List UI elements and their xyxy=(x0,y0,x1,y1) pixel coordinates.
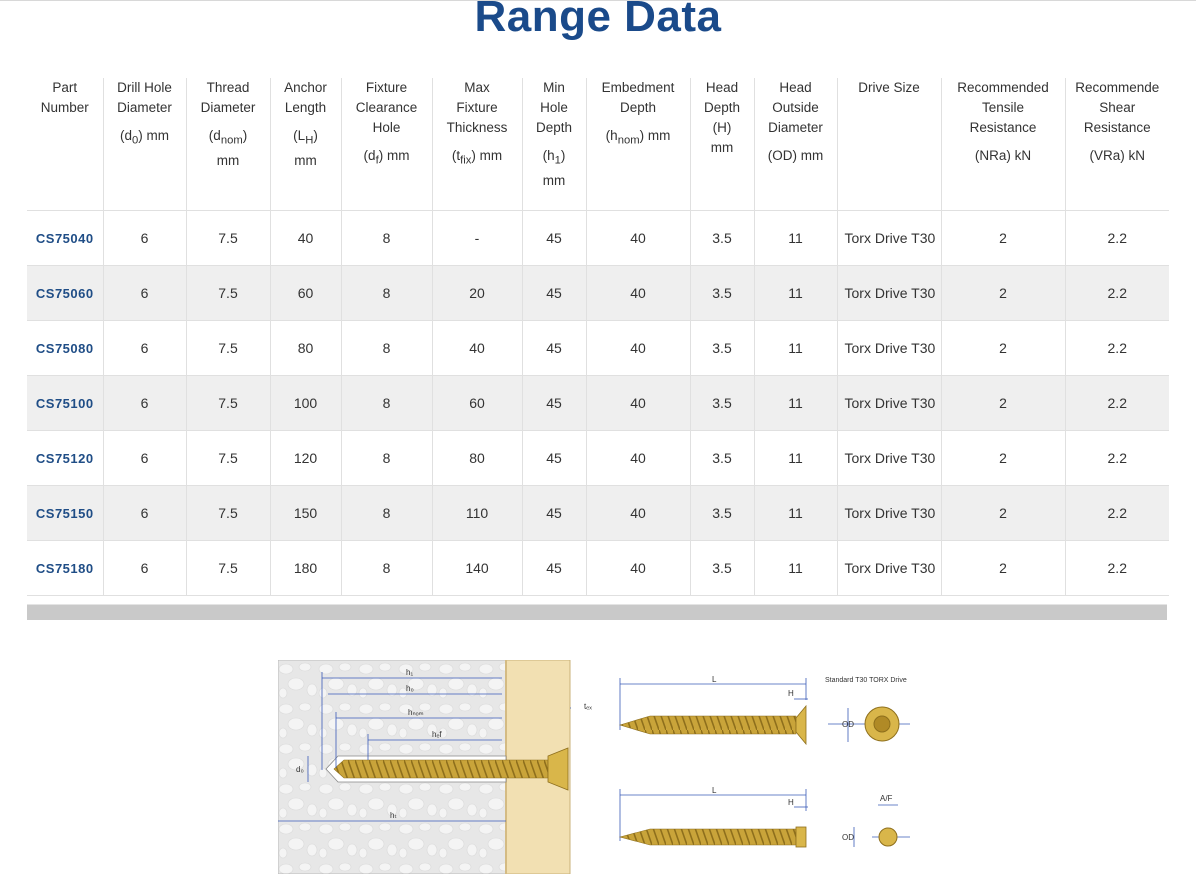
cell-head-depth: 3.5 xyxy=(690,486,754,541)
installation-diagram xyxy=(278,660,571,874)
label-od-bottom: OD xyxy=(842,833,854,842)
cell-embedment-depth: 40 xyxy=(586,321,690,376)
page-title: Range Data xyxy=(474,0,722,41)
cell-head-depth: 3.5 xyxy=(690,431,754,486)
col-header-max-fixture-thickness: Max Fixture Thickness $(t_{fix})$ mm xyxy=(432,78,522,211)
cell-embedment-depth: 40 xyxy=(586,431,690,486)
cell-head-outside-diameter: 11 xyxy=(754,321,837,376)
cell-fixture-clearance-hole: 8 xyxy=(341,376,432,431)
table-row xyxy=(27,431,1169,486)
label-head-depth-top: H xyxy=(788,689,794,698)
range-table xyxy=(27,78,1169,596)
cell-recommended-shear: 2.2 xyxy=(1065,266,1169,321)
col-header-recommended-shear: Recommende Shear Resistance (VRa) kN xyxy=(1065,78,1169,211)
cell-min-hole-depth: 45 xyxy=(522,541,586,596)
label-ht: hₜ xyxy=(390,811,397,820)
cell-thread-diameter: 7.5 xyxy=(186,376,270,431)
cell-max-fixture-thickness: 80 xyxy=(432,431,522,486)
cell-embedment-depth: 40 xyxy=(586,486,690,541)
cell-drill-hole-diameter: 6 xyxy=(103,211,186,266)
cell-part-number: CS75100 xyxy=(27,376,103,431)
label-d0: d₀ xyxy=(296,765,304,774)
cell-anchor-length: 60 xyxy=(270,266,341,321)
screw-side-view-hex xyxy=(610,785,910,855)
cell-embedment-depth: 40 xyxy=(586,266,690,321)
col-header-anchor-length: Anchor Length $(L_H)$ mm xyxy=(270,78,341,211)
cell-fixture-clearance-hole: 8 xyxy=(341,486,432,541)
cell-min-hole-depth: 45 xyxy=(522,431,586,486)
cell-anchor-length: 150 xyxy=(270,486,341,541)
label-length-top: L xyxy=(712,675,717,684)
col-header-drill-hole-diameter: Drill Hole Diameter $(d_0)$ mm xyxy=(103,78,186,211)
cell-head-depth: 3.5 xyxy=(690,211,754,266)
cell-drive-size: Torx Drive T30 xyxy=(837,486,941,541)
cell-part-number: CS75180 xyxy=(27,541,103,596)
cell-recommended-tensile: 2 xyxy=(941,321,1065,376)
label-hnom: hₙₒₘ xyxy=(408,708,424,717)
cell-recommended-tensile: 2 xyxy=(941,431,1065,486)
label-af-bottom: A/F xyxy=(880,794,893,803)
cell-recommended-shear: 2.2 xyxy=(1065,211,1169,266)
cell-max-fixture-thickness: 40 xyxy=(432,321,522,376)
cell-part-number: CS75040 xyxy=(27,211,103,266)
label-od-top: OD xyxy=(842,720,854,729)
cell-min-hole-depth: 45 xyxy=(522,321,586,376)
horizontal-scrollbar[interactable] xyxy=(27,604,1167,620)
cell-recommended-shear: 2.2 xyxy=(1065,541,1169,596)
table-row xyxy=(27,211,1169,266)
header-row xyxy=(27,78,1169,211)
cell-recommended-tensile: 2 xyxy=(941,211,1065,266)
cell-fixture-clearance-hole: 8 xyxy=(341,266,432,321)
label-length-bottom: L xyxy=(712,786,717,795)
cell-recommended-shear: 2.2 xyxy=(1065,431,1169,486)
cell-part-number: CS75080 xyxy=(27,321,103,376)
cell-min-hole-depth: 45 xyxy=(522,486,586,541)
cell-max-fixture-thickness: 110 xyxy=(432,486,522,541)
col-header-min-hole-depth: Min Hole Depth $(h_1)$ mm xyxy=(522,78,586,211)
table-row xyxy=(27,541,1169,596)
col-header-embedment-depth: Embedment Depth $(h_{nom})$ mm xyxy=(586,78,690,211)
cell-drill-hole-diameter: 6 xyxy=(103,486,186,541)
cell-recommended-shear: 2.2 xyxy=(1065,376,1169,431)
col-header-part-number: Part Number xyxy=(27,78,103,211)
table-row xyxy=(27,321,1169,376)
table-body xyxy=(27,211,1169,596)
cell-anchor-length: 40 xyxy=(270,211,341,266)
cell-recommended-tensile: 2 xyxy=(941,376,1065,431)
cell-head-outside-diameter: 11 xyxy=(754,486,837,541)
col-header-drive-size: Drive Size xyxy=(837,78,941,211)
label-tfix: tₑₓ xyxy=(584,702,592,711)
cell-drive-size: Torx Drive T30 xyxy=(837,541,941,596)
cell-thread-diameter: 7.5 xyxy=(186,486,270,541)
cell-fixture-clearance-hole: 8 xyxy=(341,211,432,266)
cell-drive-size: Torx Drive T30 xyxy=(837,376,941,431)
cell-drill-hole-diameter: 6 xyxy=(103,321,186,376)
cell-recommended-tensile: 2 xyxy=(941,541,1065,596)
cell-embedment-depth: 40 xyxy=(586,376,690,431)
cell-max-fixture-thickness: 20 xyxy=(432,266,522,321)
cell-fixture-clearance-hole: 8 xyxy=(341,431,432,486)
cell-drill-hole-diameter: 6 xyxy=(103,266,186,321)
cell-drive-size: Torx Drive T30 xyxy=(837,211,941,266)
cell-max-fixture-thickness: 60 xyxy=(432,376,522,431)
cell-drive-size: Torx Drive T30 xyxy=(837,431,941,486)
cell-drive-size: Torx Drive T30 xyxy=(837,266,941,321)
cell-anchor-length: 80 xyxy=(270,321,341,376)
cell-min-hole-depth: 45 xyxy=(522,211,586,266)
col-header-fixture-clearance-hole: Fixture Clearance Hole $(d_f)$ mm xyxy=(341,78,432,211)
cell-thread-diameter: 7.5 xyxy=(186,431,270,486)
cell-recommended-tensile: 2 xyxy=(941,486,1065,541)
label-h1: h₁ xyxy=(406,668,414,677)
col-header-head-outside-diameter: Head Outside Diameter (OD) mm xyxy=(754,78,837,211)
table-row xyxy=(27,266,1169,321)
label-head-depth-bottom: H xyxy=(788,798,794,807)
cell-head-outside-diameter: 11 xyxy=(754,211,837,266)
cell-max-fixture-thickness: 140 xyxy=(432,541,522,596)
cell-thread-diameter: 7.5 xyxy=(186,211,270,266)
col-header-head-depth: Head Depth (H) mm xyxy=(690,78,754,211)
col-header-recommended-tensile: Recommended Tensile Resistance (NRa) kN xyxy=(941,78,1065,211)
label-hef: hₑf xyxy=(432,730,442,739)
cell-head-depth: 3.5 xyxy=(690,541,754,596)
cell-min-hole-depth: 45 xyxy=(522,266,586,321)
table-row xyxy=(27,376,1169,431)
cell-recommended-tensile: 2 xyxy=(941,266,1065,321)
cell-head-outside-diameter: 11 xyxy=(754,376,837,431)
col-header-thread-diameter: Thread Diameter $(d_{nom})$ mm xyxy=(186,78,270,211)
cell-thread-diameter: 7.5 xyxy=(186,321,270,376)
cell-drive-size: Torx Drive T30 xyxy=(837,321,941,376)
cell-fixture-clearance-hole: 8 xyxy=(341,321,432,376)
cell-part-number: CS75120 xyxy=(27,431,103,486)
cell-recommended-shear: 2.2 xyxy=(1065,486,1169,541)
cell-head-depth: 3.5 xyxy=(690,321,754,376)
cell-min-hole-depth: 45 xyxy=(522,376,586,431)
cell-anchor-length: 120 xyxy=(270,431,341,486)
cell-max-fixture-thickness: - xyxy=(432,211,522,266)
cell-part-number: CS75060 xyxy=(27,266,103,321)
cell-thread-diameter: 7.5 xyxy=(186,266,270,321)
cell-anchor-length: 100 xyxy=(270,376,341,431)
cell-thread-diameter: 7.5 xyxy=(186,541,270,596)
drive-standard-label: Standard T30 TORX Drive xyxy=(825,677,907,684)
label-h0: h₀ xyxy=(406,684,414,693)
cell-embedment-depth: 40 xyxy=(586,541,690,596)
cell-recommended-shear: 2.2 xyxy=(1065,321,1169,376)
cell-head-depth: 3.5 xyxy=(690,266,754,321)
cell-head-outside-diameter: 11 xyxy=(754,266,837,321)
cell-anchor-length: 180 xyxy=(270,541,341,596)
cell-head-outside-diameter: 11 xyxy=(754,431,837,486)
cell-fixture-clearance-hole: 8 xyxy=(341,541,432,596)
cell-part-number: CS75150 xyxy=(27,486,103,541)
table-row xyxy=(27,486,1169,541)
cell-drill-hole-diameter: 6 xyxy=(103,431,186,486)
cell-drill-hole-diameter: 6 xyxy=(103,541,186,596)
cell-embedment-depth: 40 xyxy=(586,211,690,266)
cell-drill-hole-diameter: 6 xyxy=(103,376,186,431)
cell-head-outside-diameter: 11 xyxy=(754,541,837,596)
cell-head-depth: 3.5 xyxy=(690,376,754,431)
